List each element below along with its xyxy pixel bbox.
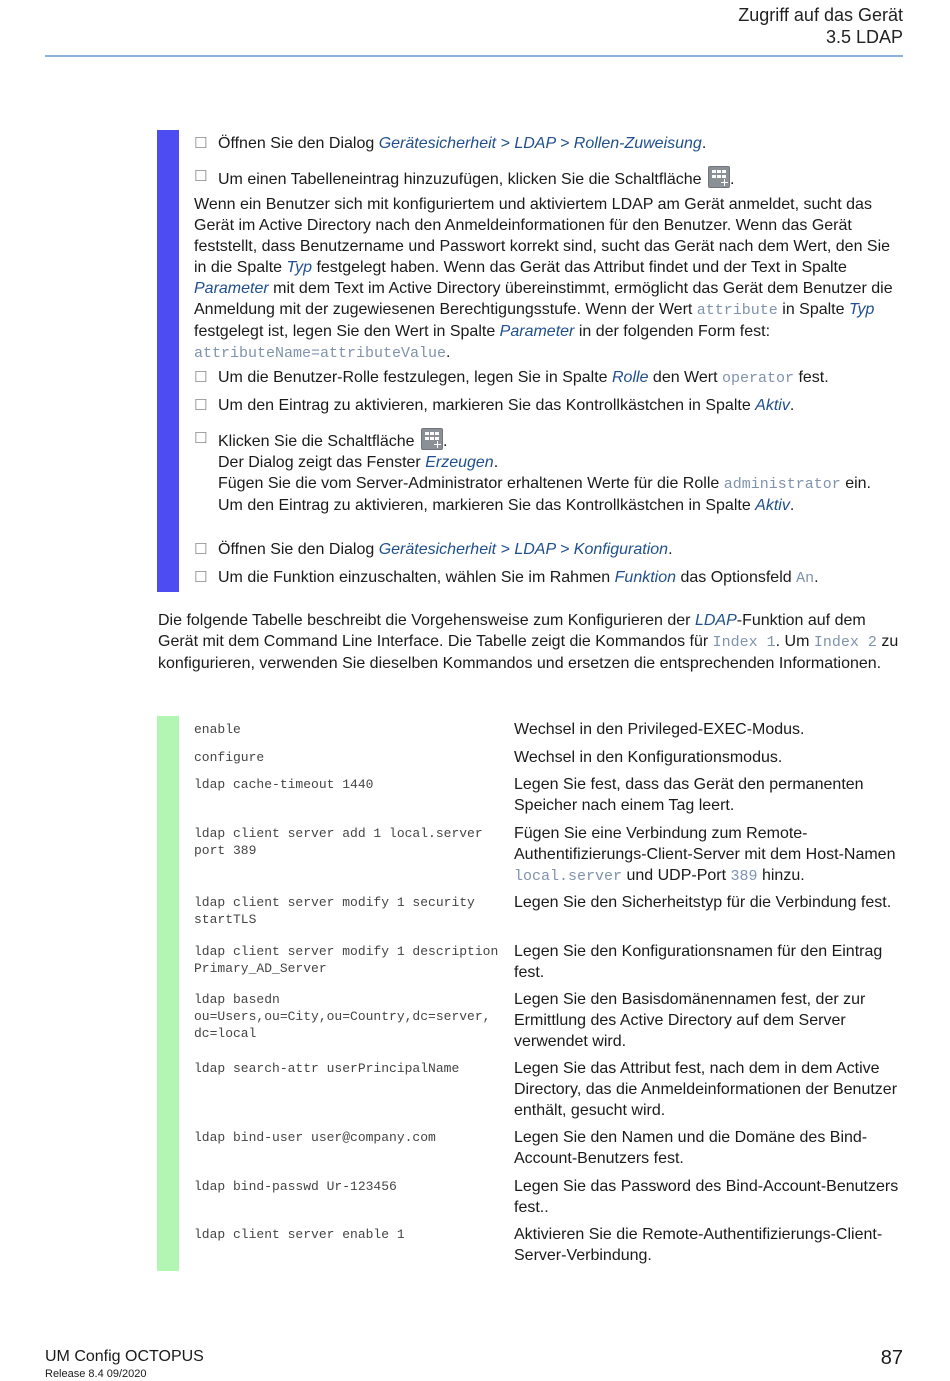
page-number: 87	[880, 1347, 903, 1369]
checkbox-icon: ☐	[194, 168, 208, 185]
cli-description: Legen Sie fest, dass das Gerät den permanenten Speicher nach einem Tag leert.	[514, 776, 864, 814]
cli-intro-paragraph: Die folgende Tabelle beschreibt die Vorgehensweise zum Konfigurieren der LDAP-Funktion auf dem Gerät mit dem Command Line Interface. Die Tabelle zeigt die Kommandos für Index 1. Um Index 2 zu konfigurieren, verwenden Sie dieselben Kommandos und ersetzen die entsprechenden Informationen.	[158, 612, 899, 672]
procedure-step-enable-function: ☐ Um die Funktion einzuschalten, wählen Sie im Rahmen Funktion das Optionsfeld An.	[194, 569, 819, 587]
procedure-marker-bar	[157, 130, 179, 592]
cli-command: ldap client server enable 1	[194, 1227, 405, 1242]
header-chapter: Zugriff auf das Gerät	[738, 5, 903, 25]
cli-description: Legen Sie den Namen und die Domäne des Bind-Account-Benutzers fest.	[514, 1129, 868, 1167]
running-header	[738, 4, 903, 48]
cli-command: ldap search-attr userPrincipalName	[194, 1061, 460, 1076]
cli-description: Wechsel in den Konfigurationsmodus.	[514, 749, 783, 766]
cli-description: Wechsel in den Privileged-EXEC-Modus.	[514, 721, 805, 738]
cli-command: configure	[194, 750, 265, 765]
procedure-step-set-role: ☐ Um die Benutzer-Rolle festzulegen, legen Sie in Spalte Rolle den Wert operator fest.	[194, 369, 829, 387]
cli-description: Aktivieren Sie die Remote-Authentifizierungs-Client-Server-Verbindung.	[514, 1226, 883, 1264]
cli-marker-bar	[157, 716, 179, 1271]
cli-command: ldap basedn ou=Users,ou=City,ou=Country,dc=server, dc=local	[194, 992, 499, 1041]
checkbox-icon: ☐	[194, 397, 208, 414]
ui-path: Gerätesicherheit > LDAP > Rollen-Zuweisung	[378, 135, 702, 152]
cli-command: ldap bind-passwd Ur-123456	[194, 1179, 397, 1194]
add-table-entry-icon	[421, 428, 443, 450]
procedure-step-add-entry: ☐ Um einen Tabelleneintrag hinzuzufügen, klicken Sie die Schaltfläche .	[194, 168, 735, 188]
cli-description: Legen Sie das Password des Bind-Account-Benutzers fest..	[514, 1178, 899, 1216]
cli-command: ldap client server modify 1 description Primary_AD_Server	[194, 944, 507, 976]
cli-command: enable	[194, 722, 241, 737]
checkbox-icon: ☐	[194, 430, 208, 447]
footer-release: Release 8.4 09/2020	[45, 1368, 147, 1380]
cli-description: Legen Sie das Attribut fest, nach dem in dem Active Directory, das die Anmeldeinformationen der Benutzer enthält, gesucht wird.	[514, 1060, 898, 1119]
checkbox-icon: ☐	[194, 369, 208, 386]
header-section: 3.5 LDAP	[825, 27, 903, 47]
cli-description: Fügen Sie eine Verbindung zum Remote-Authentifizierungs-Client-Server mit dem Host-Namen local.server und UDP-Port 389 hinzu.	[514, 825, 896, 885]
cli-description: Legen Sie den Basisdomänennamen fest, der zur Ermittlung des Active Directory auf dem Server verwendet wird.	[514, 991, 866, 1050]
footer-document-title: UM Config OCTOPUS	[45, 1348, 204, 1365]
procedure-step-create-admin-entry: ☐ Klicken Sie die Schaltfläche . Der Dialog zeigt das Fenster Erzeugen. Fügen Sie die vom Server-Administrator erhaltenen Werte für die Rolle administrator ein. Um den Eintrag zu aktivieren, markieren Sie das Kontrollkästchen in Spalte Aktiv.	[194, 430, 871, 514]
cli-command: ldap client server modify 1 security startTLS	[194, 895, 483, 927]
procedure-step-open-role-assignment: ☐ Öffnen Sie den Dialog Gerätesicherheit > LDAP > Rollen-Zuweisung.	[194, 135, 707, 152]
cli-description: Legen Sie den Sicherheitstyp für die Verbindung fest.	[514, 894, 892, 911]
cli-description: Legen Sie den Konfigurationsnamen für den Eintrag fest.	[514, 943, 883, 981]
add-table-entry-icon	[708, 166, 730, 188]
header-divider	[45, 55, 903, 57]
procedure-step-open-configuration: ☐ Öffnen Sie den Dialog Gerätesicherheit > LDAP > Konfiguration.	[194, 541, 673, 558]
checkbox-icon: ☐	[194, 541, 208, 558]
cli-command: ldap client server add 1 local.server port 389	[194, 826, 491, 858]
procedure-explanation: Wenn ein Benutzer sich mit konfiguriertem und aktiviertem LDAP am Gerät anmeldet, sucht das Gerät im Active Directory nach den Anmeldeinformationen für den Benutzer. Wenn das Gerät feststellt, dass Benutzername und Passwort korrekt sind, sucht das Gerät nach dem Wert, den Sie in die Spalte Typ festgelegt haben. Wenn das Gerät das Attribut findet und der Text in Spalte Parameter mit dem Text im Active Directory übereinstimmt, ermöglicht das Gerät dem Benutzer die Anmeldung mit der zugewiesenen Berechtigungsstufe. Wenn der Wert attribute in Spalte Typ festgelegt ist, legen Sie den Wert in Spalte Parameter in der folgenden Form fest: attributeName=attributeValue.	[194, 196, 893, 362]
cli-command: ldap bind-user user@company.com	[194, 1130, 436, 1145]
cli-command: ldap cache-timeout 1440	[194, 777, 374, 792]
procedure-step-activate-entry: ☐ Um den Eintrag zu aktivieren, markieren Sie das Kontrollkästchen in Spalte Aktiv.	[194, 397, 795, 414]
checkbox-icon: ☐	[194, 135, 208, 152]
checkbox-icon: ☐	[194, 569, 208, 586]
